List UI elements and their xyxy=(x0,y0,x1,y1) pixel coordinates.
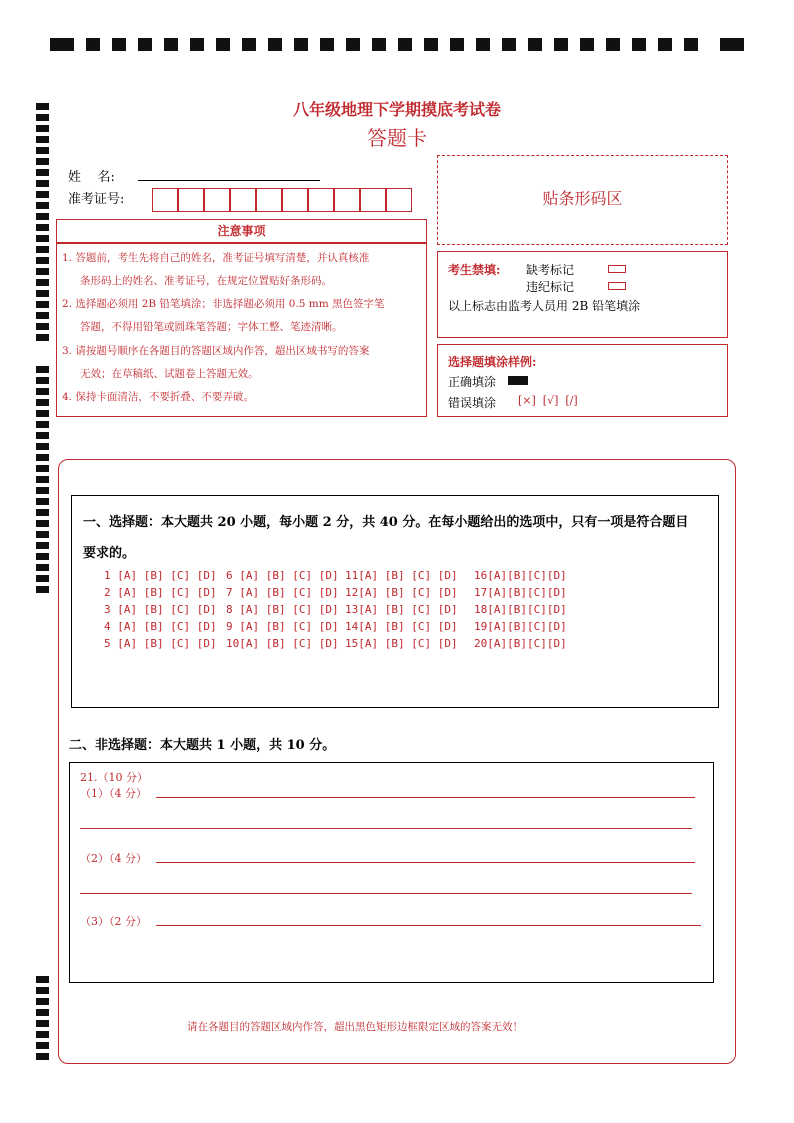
notice-header xyxy=(56,219,427,243)
wrong-label: 错误填涂 xyxy=(448,396,497,410)
timing-mark xyxy=(36,224,49,231)
timing-mark xyxy=(36,301,49,308)
id-digit-cell[interactable] xyxy=(282,188,308,212)
choice-row[interactable]: 20[A][B][C][D] xyxy=(474,637,567,650)
absent-mark-box[interactable] xyxy=(608,265,626,273)
name-label: 姓 名: xyxy=(68,170,115,185)
choice-row[interactable]: 15[A] [B] [C] [D] xyxy=(345,637,458,650)
timing-mark xyxy=(190,38,204,51)
timing-mark xyxy=(320,38,334,51)
choice-row[interactable]: 8 [A] [B] [C] [D] xyxy=(226,603,339,616)
barcode-label: 贴条形码区 xyxy=(542,189,623,208)
timing-mark xyxy=(242,38,256,51)
timing-mark xyxy=(36,520,49,527)
choice-row[interactable]: 10[A] [B] [C] [D] xyxy=(226,637,339,650)
timing-mark xyxy=(112,38,126,51)
id-digit-cell[interactable] xyxy=(386,188,412,212)
timing-mark xyxy=(36,421,49,428)
violation-mark-box[interactable] xyxy=(608,282,626,290)
answer-line[interactable] xyxy=(156,862,695,863)
choice-row[interactable]: 7 [A] [B] [C] [D] xyxy=(226,586,339,599)
timing-mark xyxy=(36,410,49,417)
notice-line: 条形码上的姓名、准考证号，在规定位置贴好条形码。 xyxy=(80,275,332,287)
timing-mark xyxy=(346,38,360,51)
notice-line: 3. 请按题号顺序在各题目的答题区域内作答，超出区域书写的答案 xyxy=(62,345,370,357)
barcode-area xyxy=(437,155,728,245)
timing-mark xyxy=(36,1009,49,1016)
free-response-box[interactable] xyxy=(69,762,714,983)
free-response-title: 二、非选择题：本大题共 1 小题，共 10 分。 xyxy=(69,738,336,753)
question-label: 21.（10 分） xyxy=(80,771,148,784)
timing-mark xyxy=(164,38,178,51)
timing-mark xyxy=(606,38,620,51)
timing-mark xyxy=(36,998,49,1005)
timing-mark xyxy=(450,38,464,51)
timing-mark xyxy=(36,1053,49,1060)
timing-mark xyxy=(36,323,49,330)
timing-mark xyxy=(580,38,594,51)
sample-box xyxy=(437,344,728,417)
timing-mark xyxy=(36,246,49,253)
timing-mark xyxy=(36,476,49,483)
boundary-warning: 请在各题目的答题区域内作答，超出黑色矩形边框限定区域的答案无效！ xyxy=(187,1021,523,1033)
timing-mark xyxy=(424,38,438,51)
timing-mark xyxy=(36,312,49,319)
id-digit-cell[interactable] xyxy=(152,188,178,212)
notice-line: 4. 保持卡面清洁，不要折叠、不要弄破。 xyxy=(62,391,254,403)
timing-mark xyxy=(36,158,49,165)
timing-mark xyxy=(86,38,100,51)
timing-mark xyxy=(528,38,542,51)
id-digit-cell[interactable] xyxy=(204,188,230,212)
choice-row[interactable]: 4 [A] [B] [C] [D] xyxy=(104,620,217,633)
timing-mark xyxy=(36,279,49,286)
wrong-marks: [×] [√] [/] xyxy=(518,394,578,407)
timing-mark xyxy=(36,575,49,582)
choice-row[interactable]: 16[A][B][C][D] xyxy=(474,569,567,582)
notice-title: 注意事项 xyxy=(217,224,266,238)
timing-mark xyxy=(36,586,49,593)
timing-mark xyxy=(36,257,49,264)
timing-mark xyxy=(36,180,49,187)
timing-mark xyxy=(294,38,308,51)
choice-row[interactable]: 1 [A] [B] [C] [D] xyxy=(104,569,217,582)
timing-mark xyxy=(36,191,49,198)
timing-mark xyxy=(36,454,49,461)
timing-mark xyxy=(138,38,152,51)
choice-row[interactable]: 3 [A] [B] [C] [D] xyxy=(104,603,217,616)
timing-mark xyxy=(502,38,516,51)
proctor-box xyxy=(437,251,728,338)
timing-mark xyxy=(476,38,490,51)
timing-mark xyxy=(720,38,744,51)
notice-line: 2. 选择题必须用 2B 铅笔填涂；非选择题必须用 0.5 mm 黑色签字笔 xyxy=(62,298,385,310)
timing-mark xyxy=(36,987,49,994)
timing-mark xyxy=(36,213,49,220)
choice-row[interactable]: 18[A][B][C][D] xyxy=(474,603,567,616)
choice-row[interactable]: 19[A][B][C][D] xyxy=(474,620,567,633)
timing-mark xyxy=(36,202,49,209)
timing-mark xyxy=(36,1042,49,1049)
choice-row[interactable]: 12[A] [B] [C] [D] xyxy=(345,586,458,599)
timing-mark xyxy=(36,531,49,538)
timing-mark xyxy=(36,432,49,439)
timing-mark xyxy=(36,290,49,297)
choice-row[interactable]: 13[A] [B] [C] [D] xyxy=(345,603,458,616)
choice-row[interactable]: 11[A] [B] [C] [D] xyxy=(345,569,458,582)
choice-title-cont: 要求的。 xyxy=(83,546,136,561)
sample-title: 选择题填涂样例: xyxy=(448,355,537,369)
timing-mark xyxy=(398,38,412,51)
answer-line[interactable] xyxy=(156,925,701,926)
timing-mark xyxy=(36,498,49,505)
part2-label: （2）（4 分） xyxy=(80,852,147,865)
timing-mark xyxy=(36,542,49,549)
timing-mark xyxy=(36,553,49,560)
proctor-title: 考生禁填: xyxy=(448,263,501,277)
timing-mark xyxy=(36,388,49,395)
exam-title: 八年级地理下学期摸底考试卷 xyxy=(292,100,501,119)
timing-mark xyxy=(36,334,49,341)
timing-mark xyxy=(36,235,49,242)
violation-label: 违纪标记 xyxy=(526,280,575,294)
id-digit-cell[interactable] xyxy=(178,188,204,212)
timing-mark xyxy=(36,509,49,516)
timing-mark xyxy=(216,38,230,51)
timing-mark xyxy=(36,169,49,176)
timing-mark xyxy=(554,38,568,51)
choice-row[interactable]: 14[A] [B] [C] [D] xyxy=(345,620,458,633)
part3-label: （3）（2 分） xyxy=(80,915,147,928)
choice-title: 一、选择题：本大题共 20 小题，每小题 2 分，共 40 分。在每小题给出的选项中，只有一项是符合题目 xyxy=(83,515,689,530)
timing-mark xyxy=(658,38,672,51)
answer-sheet-title: 答题卡 xyxy=(367,126,427,150)
part1-label: （1）（4 分） xyxy=(80,787,147,800)
id-digit-cell[interactable] xyxy=(308,188,334,212)
timing-mark xyxy=(36,366,49,373)
choice-row[interactable]: 5 [A] [B] [C] [D] xyxy=(104,637,217,650)
timing-mark xyxy=(36,465,49,472)
name-field[interactable] xyxy=(138,180,320,181)
answer-line[interactable] xyxy=(80,828,692,829)
id-digit-cell[interactable] xyxy=(360,188,386,212)
timing-mark xyxy=(684,38,698,51)
timing-mark xyxy=(36,976,49,983)
id-digit-cell[interactable] xyxy=(230,188,256,212)
timing-mark xyxy=(632,38,646,51)
choice-row[interactable]: 9 [A] [B] [C] [D] xyxy=(226,620,339,633)
timing-mark xyxy=(36,268,49,275)
absent-label: 缺考标记 xyxy=(526,263,575,277)
timing-mark xyxy=(50,38,74,51)
timing-mark xyxy=(268,38,282,51)
correct-label: 正确填涂 xyxy=(448,375,497,389)
notice-line: 无效；在草稿纸、试题卷上答题无效。 xyxy=(80,368,259,380)
choice-row[interactable]: 17[A][B][C][D] xyxy=(474,586,567,599)
timing-mark xyxy=(372,38,386,51)
choice-row[interactable]: 6 [A] [B] [C] [D] xyxy=(226,569,339,582)
timing-mark xyxy=(36,487,49,494)
id-digit-cell[interactable] xyxy=(256,188,282,212)
timing-mark xyxy=(36,399,49,406)
answer-line[interactable] xyxy=(156,797,695,798)
notice-line: 答题，不得用铅笔或圆珠笔答题；字体工整、笔迹清晰。 xyxy=(80,321,343,333)
timing-mark xyxy=(36,377,49,384)
id-digit-cell[interactable] xyxy=(334,188,360,212)
filled-bubble-icon xyxy=(508,376,528,385)
timing-mark xyxy=(36,564,49,571)
notice-line: 1. 答题前，考生先将自己的姓名，准考证号填写清楚，并认真核准 xyxy=(62,252,370,264)
id-label: 准考证号: xyxy=(68,192,125,207)
choice-row[interactable]: 2 [A] [B] [C] [D] xyxy=(104,586,217,599)
answer-line[interactable] xyxy=(80,893,692,894)
proctor-note: 以上标志由监考人员用 2B 铅笔填涂 xyxy=(448,299,641,313)
timing-mark xyxy=(36,443,49,450)
